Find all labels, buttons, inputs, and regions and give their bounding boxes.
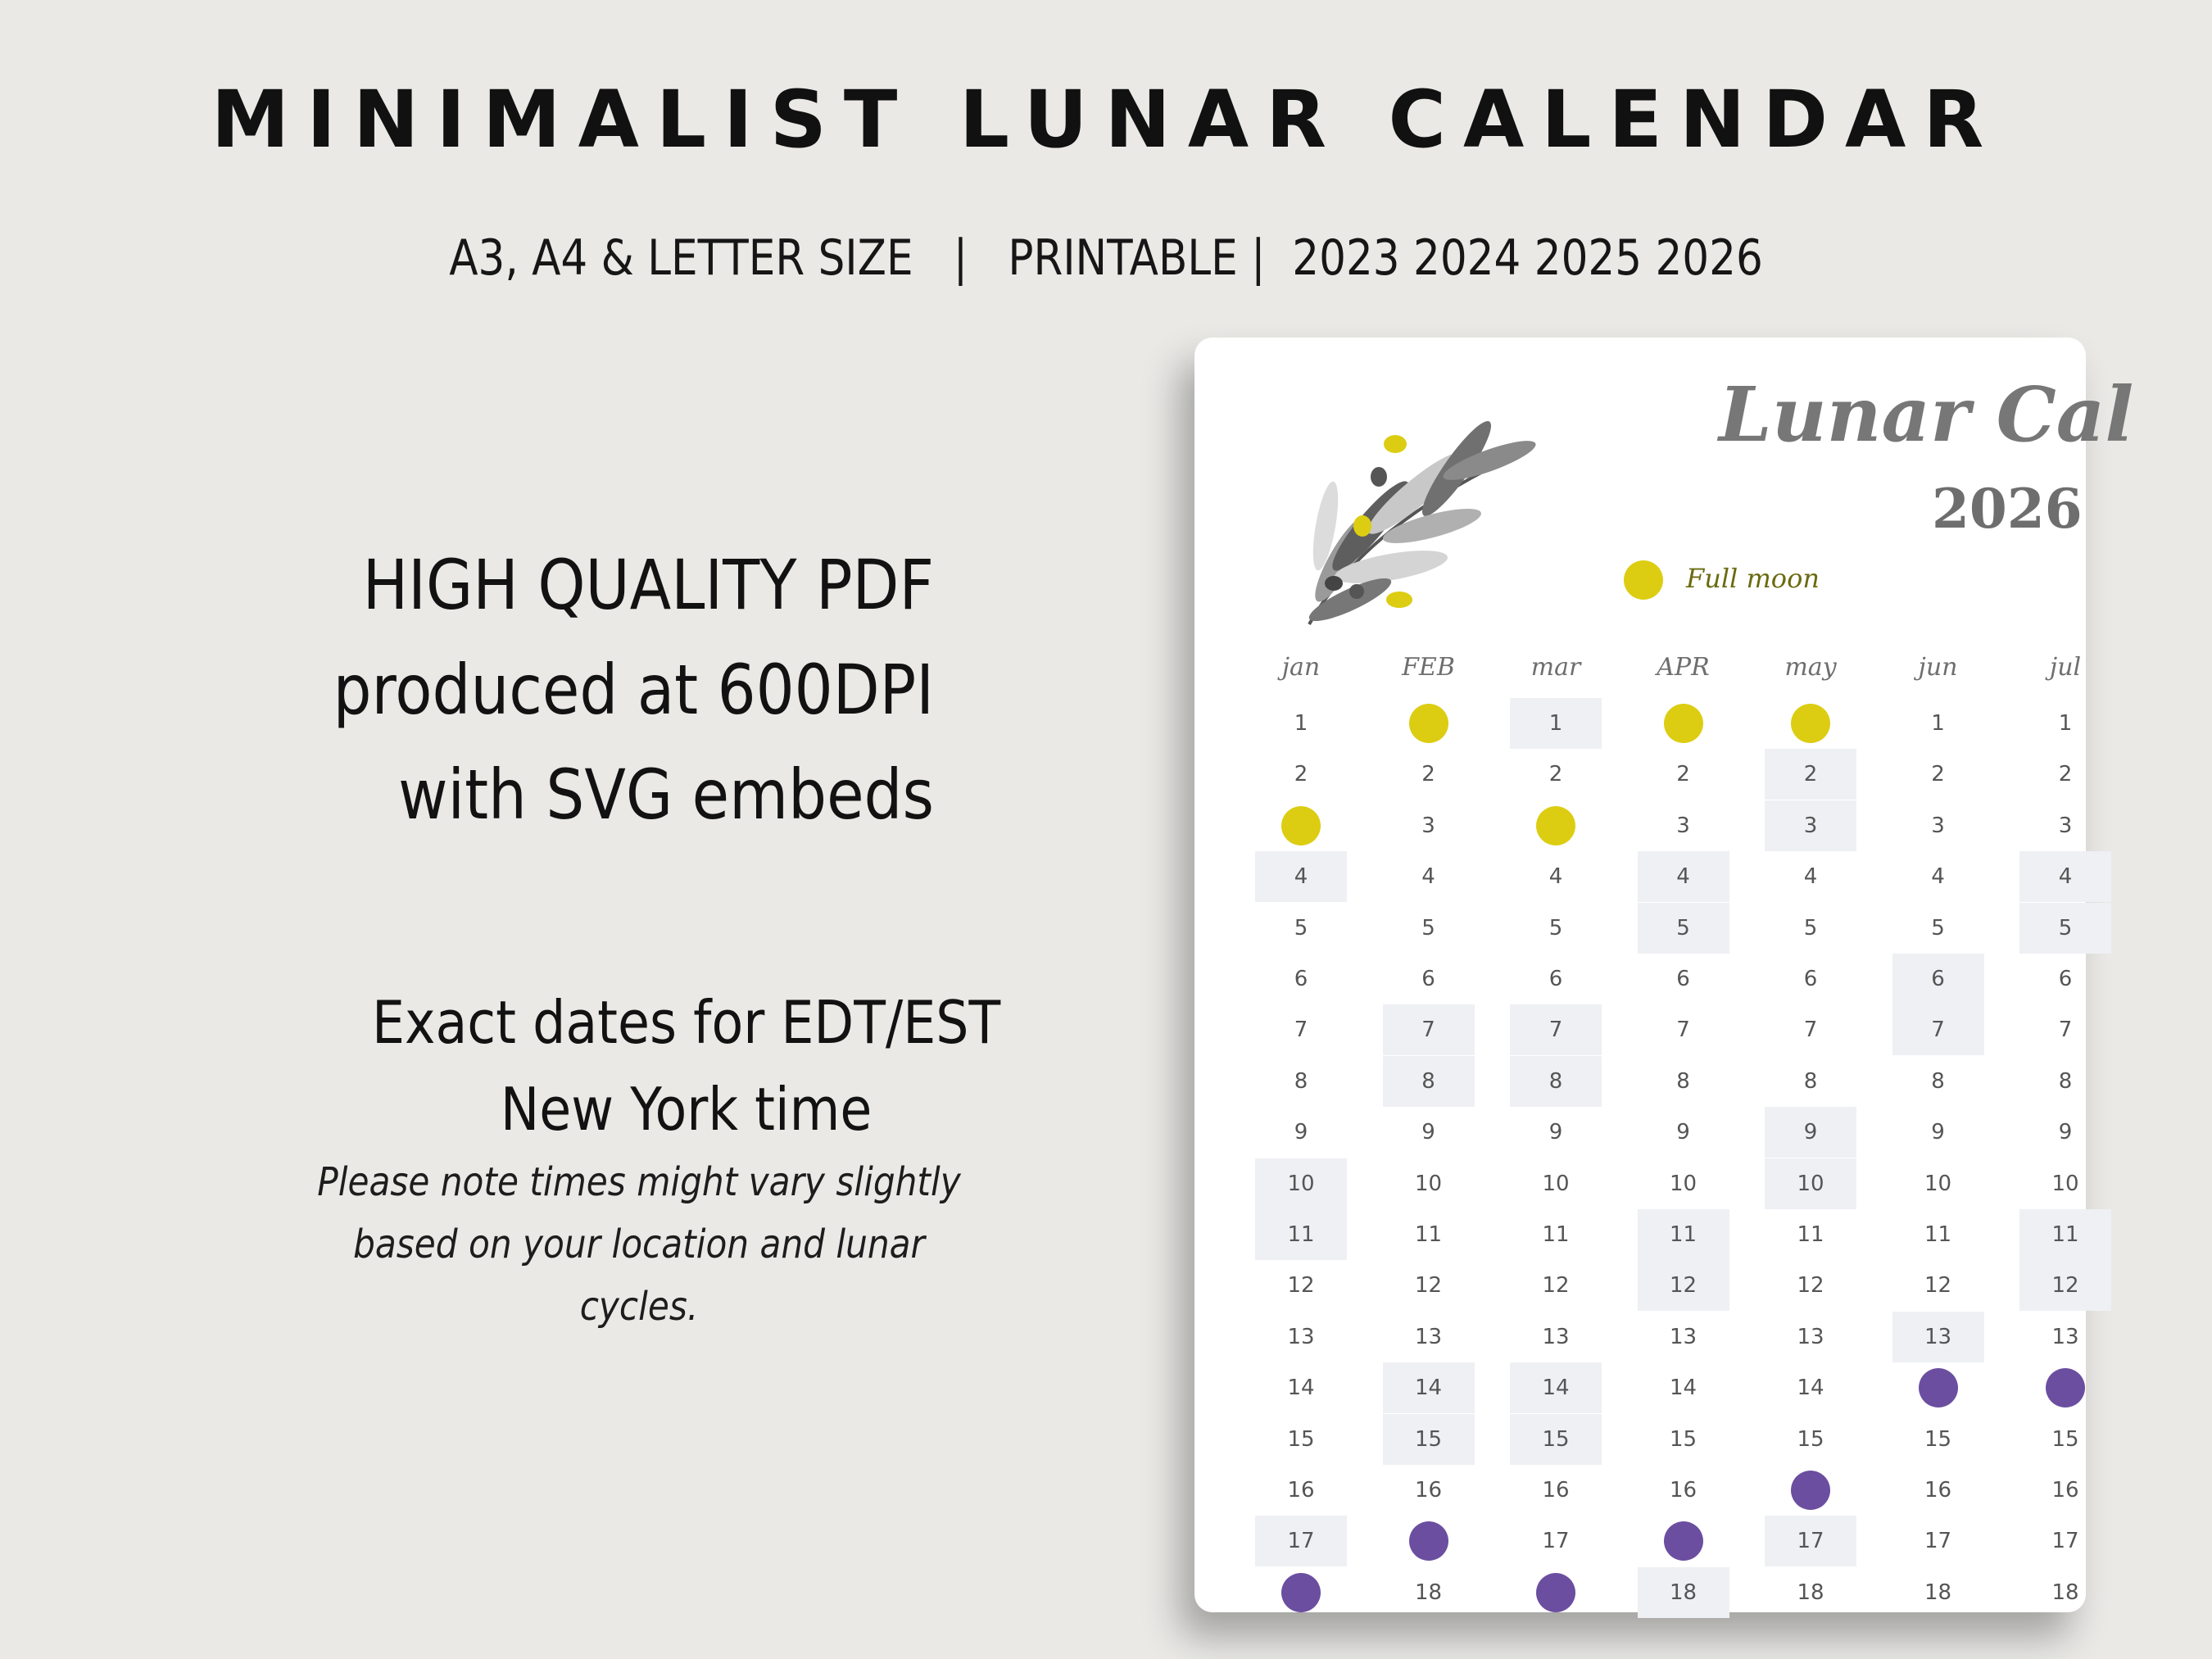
feature-line: New York time: [500, 1075, 873, 1144]
day-cell: 10: [1765, 1158, 1856, 1209]
day-cell: 4: [1548, 864, 1563, 890]
feature-line: with SVG embeds: [398, 755, 934, 835]
quality-feature: [246, 533, 934, 847]
day-cell: 14: [1797, 1376, 1824, 1401]
day-cell: 9: [1421, 1120, 1435, 1145]
day-cell: 8: [1931, 1068, 1945, 1094]
day-cell: 14: [1383, 1362, 1475, 1413]
day-cell: 8: [1803, 1068, 1818, 1094]
month-header: jul: [2049, 653, 2082, 682]
day-cell: 2: [1548, 762, 1563, 787]
day-cell: 14: [1510, 1362, 1602, 1413]
day-cell: 1: [1931, 711, 1945, 736]
day-cell: 18: [1797, 1580, 1824, 1605]
day-cell: 11: [1638, 1209, 1729, 1260]
day-cell: 10: [1542, 1171, 1570, 1196]
day-cell: 8: [1294, 1068, 1308, 1094]
day-cell: 11: [1255, 1209, 1347, 1260]
day-cell: 18: [1638, 1567, 1729, 1618]
day-cell: 12: [1924, 1273, 1952, 1299]
day-cell: 3: [1765, 800, 1856, 851]
day-cell: 10: [2051, 1171, 2079, 1196]
day-cell: 6: [1676, 967, 1690, 991]
day-cell: 5: [1803, 915, 1818, 941]
full-moon-marker: [1791, 704, 1830, 743]
day-cell: 13: [1669, 1324, 1698, 1349]
day-cell: 5: [1294, 915, 1308, 941]
day-cell: 17: [1255, 1516, 1347, 1566]
day-cell: 12: [1542, 1273, 1570, 1299]
full-moon-marker: [1409, 704, 1448, 743]
page-subtitle: A3, A4 & LETTER SIZE | PRINTABLE | 2023 2024 2025 2026: [449, 229, 1763, 287]
day-cell: 9: [1294, 1120, 1308, 1145]
day-cell: 1: [2058, 711, 2073, 736]
day-cell: 8: [2058, 1068, 2073, 1094]
day-cell: 15: [1797, 1426, 1824, 1452]
new-moon-marker: [1791, 1471, 1830, 1510]
day-cell: 14: [1669, 1376, 1698, 1401]
day-cell: 17: [2051, 1529, 2079, 1554]
day-cell: 11: [2019, 1209, 2111, 1260]
new-moon-marker: [1664, 1521, 1703, 1561]
month-header: jan: [1281, 653, 1321, 682]
day-cell: 2: [1294, 762, 1308, 787]
day-cell: 10: [1414, 1171, 1443, 1196]
day-cell: 15: [1510, 1414, 1602, 1465]
day-cell: 16: [2051, 1478, 2079, 1503]
day-cell: 7: [1383, 1004, 1475, 1055]
page-title: MINIMALIST LUNAR CALENDAR: [211, 74, 2001, 165]
day-cell: 6: [1294, 967, 1308, 991]
day-cell: 13: [1797, 1324, 1824, 1349]
day-cell: 6: [1421, 967, 1435, 991]
day-cell: 3: [2058, 813, 2073, 838]
full-moon-marker: [1281, 806, 1321, 845]
day-cell: 9: [1765, 1107, 1856, 1158]
day-cell: 17: [1542, 1529, 1570, 1554]
day-cell: 10: [1924, 1171, 1952, 1196]
day-cell: 13: [1542, 1324, 1570, 1349]
day-cell: 8: [1510, 1056, 1602, 1107]
new-moon-marker: [1281, 1573, 1321, 1612]
day-cell: 13: [1892, 1312, 1984, 1362]
day-cell: 2: [1765, 749, 1856, 800]
day-cell: 2: [1676, 762, 1690, 787]
day-cell: 7: [1892, 1004, 1984, 1055]
day-cell: 6: [1548, 967, 1563, 991]
feature-line: Exact dates for EDT/EST: [371, 988, 1001, 1057]
day-cell: 2: [2058, 762, 2073, 787]
day-cell: 16: [1287, 1478, 1315, 1503]
day-cell: 14: [1287, 1376, 1315, 1401]
full-moon-legend-icon: [1624, 560, 1663, 600]
day-cell: 13: [1414, 1324, 1443, 1349]
day-cell: 15: [2051, 1426, 2079, 1452]
new-moon-marker: [1919, 1368, 1958, 1407]
month-header: mar: [1530, 653, 1581, 682]
day-cell: 16: [1542, 1478, 1570, 1503]
day-cell: 4: [1638, 851, 1729, 902]
day-cell: 17: [1924, 1529, 1952, 1554]
day-cell: 13: [1287, 1324, 1315, 1349]
day-cell: 18: [2051, 1580, 2079, 1605]
day-cell: 6: [2058, 967, 2073, 991]
day-cell: 4: [1803, 864, 1818, 890]
day-cell: 16: [1924, 1478, 1952, 1503]
full-moon-marker: [1664, 704, 1703, 743]
day-cell: 3: [1421, 813, 1435, 838]
calendar-preview: [1194, 338, 2134, 1612]
day-cell: 11: [1542, 1222, 1570, 1247]
day-cell: 6: [1803, 967, 1818, 991]
day-cell: 18: [1924, 1580, 1952, 1605]
day-cell: 11: [1924, 1222, 1952, 1247]
day-cell: 12: [2019, 1260, 2111, 1311]
month-header: may: [1784, 653, 1837, 682]
day-cell: 16: [1669, 1478, 1698, 1503]
day-cell: 7: [1676, 1018, 1690, 1043]
full-moon-marker: [1536, 806, 1575, 845]
olive-branch-illustration: [1276, 403, 1539, 632]
day-cell: 10: [1255, 1158, 1347, 1209]
day-cell: 9: [1676, 1120, 1690, 1145]
day-cell: 4: [1931, 864, 1945, 890]
day-cell: 13: [2051, 1324, 2079, 1349]
day-cell: 10: [1669, 1171, 1698, 1196]
day-cell: 1: [1294, 711, 1308, 736]
day-cell: 15: [1287, 1426, 1315, 1452]
feature-line: produced at 600DPI: [333, 650, 934, 730]
note-line: Please note times might vary slightly: [317, 1159, 961, 1205]
day-cell: 7: [1803, 1018, 1818, 1043]
day-cell: 8: [1383, 1056, 1475, 1107]
day-cell: 9: [1931, 1120, 1945, 1145]
day-cell: 18: [1414, 1580, 1443, 1605]
day-cell: 4: [1255, 851, 1347, 902]
day-cell: 16: [1414, 1478, 1443, 1503]
day-cell: 5: [1931, 915, 1945, 941]
time-feature: [246, 979, 1032, 1153]
new-moon-marker: [1409, 1521, 1448, 1561]
day-cell: 9: [1548, 1120, 1563, 1145]
day-cell: 2: [1931, 762, 1945, 787]
new-moon-marker: [2046, 1368, 2085, 1407]
day-cell: 11: [1414, 1222, 1443, 1247]
day-cell: 17: [1765, 1516, 1856, 1566]
day-cell: 3: [1931, 813, 1945, 838]
day-cell: 5: [1421, 915, 1435, 941]
day-cell: 4: [2019, 851, 2111, 902]
day-cell: 1: [1510, 698, 1602, 749]
day-cell: 12: [1797, 1273, 1824, 1299]
day-cell: 4: [1421, 864, 1435, 890]
calendar-year: 2026: [1932, 477, 2083, 541]
day-cell: 3: [1676, 813, 1690, 838]
variance-note: [246, 1151, 1032, 1338]
month-header: FEB: [1402, 653, 1455, 682]
day-cell: 6: [1892, 954, 1984, 1004]
day-cell: 15: [1924, 1426, 1952, 1452]
legend-label: Full moon: [1686, 563, 1820, 594]
day-cell: 5: [1638, 903, 1729, 954]
day-cell: 5: [1548, 915, 1563, 941]
day-cell: 12: [1638, 1260, 1729, 1311]
calendar-title: Lunar Cal: [1719, 370, 2134, 459]
day-cell: 7: [1510, 1004, 1602, 1055]
day-cell: 5: [2019, 903, 2111, 954]
day-cell: 7: [1294, 1018, 1308, 1043]
day-cell: 2: [1421, 762, 1435, 787]
new-moon-marker: [1536, 1573, 1575, 1612]
day-cell: 9: [2058, 1120, 2073, 1145]
feature-line: HIGH QUALITY PDF: [362, 545, 934, 625]
month-header: jun: [1918, 653, 1958, 682]
note-line: based on your location and lunar cycles.: [353, 1222, 925, 1330]
day-cell: 11: [1797, 1222, 1824, 1247]
day-cell: 12: [1414, 1273, 1443, 1299]
month-header: APR: [1657, 653, 1710, 682]
day-cell: 7: [2058, 1018, 2073, 1043]
day-cell: 8: [1676, 1068, 1690, 1094]
day-cell: 15: [1669, 1426, 1698, 1452]
day-cell: 12: [1287, 1273, 1315, 1299]
day-cell: 15: [1383, 1414, 1475, 1465]
